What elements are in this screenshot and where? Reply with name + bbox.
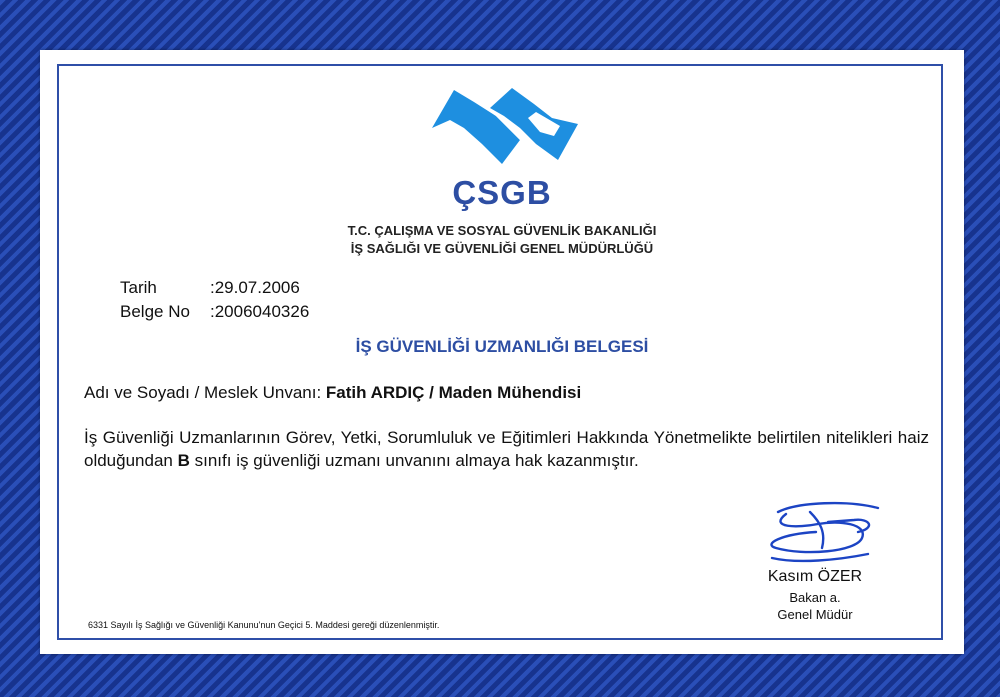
- ministry-name-line1: T.C. ÇALIŞMA VE SOSYAL GÜVENLİK BAKANLIĞI: [347, 223, 657, 238]
- holder-label: Adı ve Soyadı / Meslek Unvanı:: [84, 383, 322, 402]
- class-letter: B: [177, 451, 190, 470]
- holder-row: [84, 383, 581, 403]
- certificate-body: [84, 426, 929, 472]
- docno-value: :2006040326: [210, 302, 310, 321]
- signature-icon: [758, 498, 888, 570]
- ministry-name-line2: İŞ SAĞLIĞI VE GÜVENLİĞİ GENEL MÜDÜRLÜĞÜ: [350, 241, 654, 256]
- body-part2: sınıfı iş güvenliği uzmanı unvanını almaya hak kazanmıştır.: [194, 451, 639, 470]
- certificate-title: İŞ GÜVENLİĞİ UZMANLIĞI BELGESİ: [355, 337, 649, 356]
- body-part1: İş Güvenliği Uzmanlarının Görev, Yetki, Sorumluluk ve Eğitimleri Hakkında Yönetmelikte belirtilen nitelikleri haiz olduğundan: [84, 428, 929, 470]
- csgb-logo-icon: [432, 88, 578, 164]
- date-label: Tarih: [120, 278, 157, 297]
- ministry-acronym: ÇSGB: [452, 174, 552, 211]
- ministry-name: [40, 222, 964, 258]
- certificate-paper: [40, 50, 964, 654]
- signatory-role2: Genel Müdür: [777, 607, 853, 622]
- signatory-role1: Bakan a.: [789, 590, 841, 605]
- holder-value: Fatih ARDIÇ / Maden Mühendisi: [325, 383, 582, 402]
- date-row: [120, 278, 300, 298]
- signatory-name: Kasım ÖZER: [767, 568, 863, 585]
- legal-footnote: 6331 Sayılı İş Sağlığı ve Güvenliği Kanunu'nun Geçici 5. Maddesi gereği düzenlenmiştir.: [88, 620, 440, 630]
- date-value: :29.07.2006: [210, 278, 300, 297]
- docno-label: Belge No: [120, 302, 190, 321]
- docno-row: [120, 302, 309, 322]
